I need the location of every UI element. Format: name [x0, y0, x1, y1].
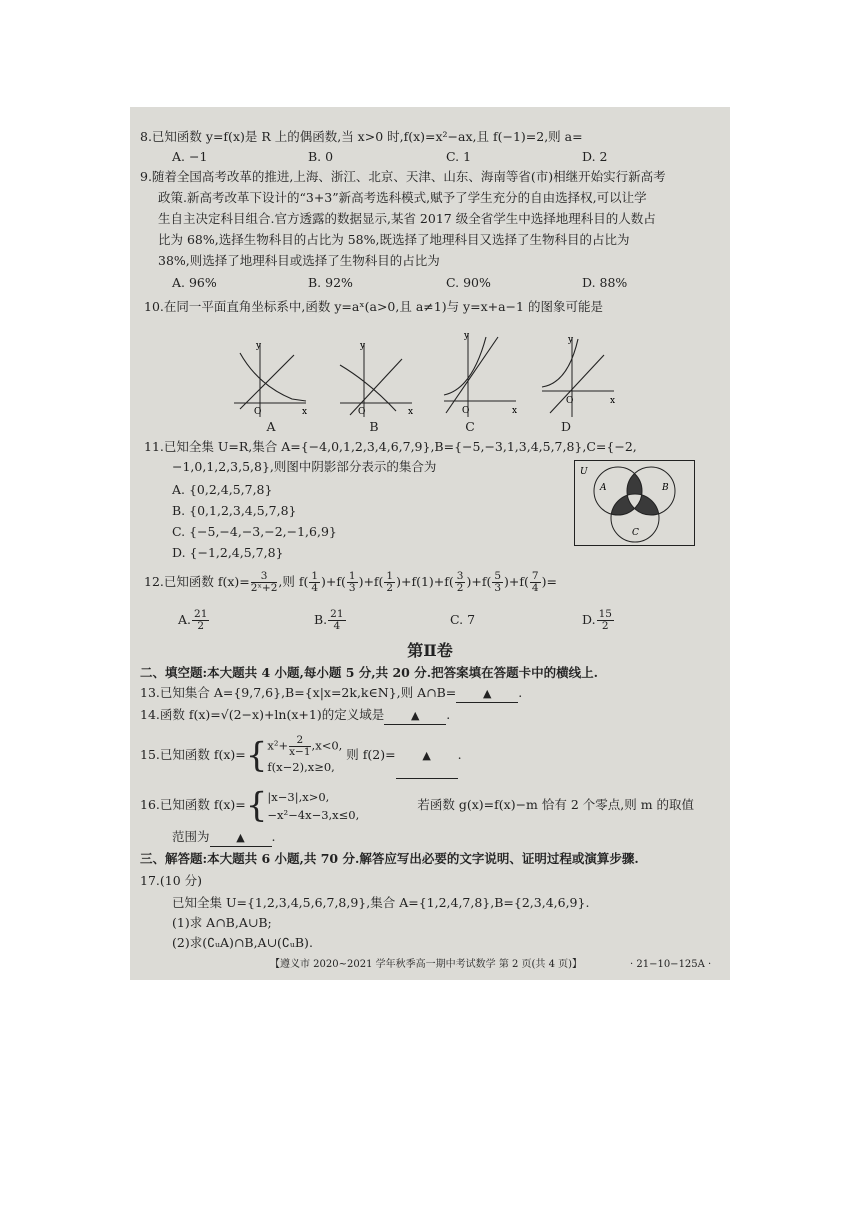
graph-c-origin: O [462, 406, 470, 416]
q10-label-d: D [560, 419, 572, 434]
q17-part-2: (2)求(∁ᵤA)∩B,A∪(∁ᵤB). [172, 935, 313, 950]
q9-option-b: B. 92% [308, 275, 353, 290]
footer-title: 【遵义市 2020~2021 学年秋季高一期中考试数学 第 2 页(共 4 页)】 [270, 959, 583, 970]
q16-stem: 16.已知函数 f(x)={ |x−3|,x>0, −x²−4x−3,x≤0, 若函数 g(x)=f(x)−m 恰有 2 个零点,则 m 的取值 [140, 785, 695, 826]
q9-line-4: 比为 68%,选择生物科目的占比为 58%,既选择了地理科目又选择了生物科目的占比为 [158, 232, 630, 247]
graph-b-origin: O [358, 407, 366, 417]
footer-code: · 21−10−125A · [630, 959, 712, 970]
graph-c-y-label: y [464, 331, 470, 341]
q14-stem: 14.函数 f(x)=√(2−x)+ln(x+1)的定义域是 ▲ . [140, 707, 450, 725]
q11-line-2: −1,0,1,2,3,5,8},则图中阴影部分表示的集合为 [172, 459, 437, 474]
q9-line-2: 政策.新高考改革下设计的“3+3”新高考选科模式,赋予了学生充分的自由选择权,可以让学 [158, 190, 647, 205]
venn-label-c: C [632, 528, 639, 538]
q8-option-b: B. 0 [308, 149, 334, 164]
q9-line-5: 38%,则选择了地理科目或选择了生物科目的占比为 [158, 253, 440, 268]
q13-answer-blank: ▲ [456, 686, 518, 703]
venn-label-a: A [600, 483, 607, 493]
graph-b-x-label: x [408, 407, 414, 417]
q16-line-2: 范围为 ▲ . [172, 829, 276, 847]
venn-label-u: U [580, 467, 588, 477]
part-ii-title: 第Ⅱ卷 [407, 641, 453, 660]
section-3-heading: 三、解答题:本大题共 6 小题,共 70 分.解答应写出必要的文字说明、证明过程或演算步骤. [140, 851, 639, 866]
q12-option-d: D. $\frac{15}{2}$ [582, 608, 612, 632]
q10-graph-c [440, 329, 522, 419]
q10-stem: 10.在同一平面直角坐标系中,函数 y=aˣ(a>0,且 a≠1)与 y=x+a−1 的图象可能是 [144, 299, 603, 314]
q15-stem: 15.已知函数 f(x)={ x²+ $\frac{2}{x-1}$ ,x<0, f(x−2),x≥0, 则 f(2)= ▲ . [140, 733, 462, 779]
q12-stem: 12.已知函数 f(x)= $\frac{3}{\text{2ˣ+2}}$ ,则 f( $\frac{1}{4}$ )+f( $\frac{1}{3}$ )+f( $\frac{1}{2}$ )+f(1)+f( $\frac{3}{2}$ )+f( $\frac{5}{3}$ )+f( $\frac{7}{4}$ )= [144, 570, 557, 594]
q8-option-c: C. 1 [446, 149, 472, 164]
q10-graph-a [230, 339, 312, 419]
exam-page-photo [130, 107, 730, 980]
graph-b-y-label: y [360, 341, 366, 351]
q9-option-a: A. 96% [172, 275, 217, 290]
q11-venn-diagram [574, 460, 695, 546]
q11-option-c: C. {−5,−4,−3,−2,−1,6,9} [172, 524, 337, 539]
q8-option-a: A. −1 [172, 149, 208, 164]
q12-option-c: C. 7 [450, 612, 476, 627]
graph-d-origin: O [566, 396, 574, 406]
graph-a-x-label: x [302, 407, 308, 417]
q12-option-b: B. $\frac{21}{4}$ [314, 608, 344, 632]
graph-d-y-label: y [568, 335, 574, 345]
venn-label-b: B [662, 483, 669, 493]
q13-stem: 13.已知集合 A={9,7,6},B={x|x=2k,k∈N},则 A∩B= ▲ . [140, 685, 522, 703]
section-2-heading: 二、填空题:本大题共 4 小题,每小题 5 分,共 20 分.把答案填在答题卡中的横线上. [140, 665, 598, 680]
q10-label-a: A [266, 419, 276, 434]
q8-stem: 8.已知函数 y=f(x)是 R 上的偶函数,当 x>0 时,f(x)=x²−ax,且 f(−1)=2,则 a= [140, 129, 583, 144]
q9-line-1: 9.随着全国高考改革的推进,上海、浙江、北京、天津、山东、海南等省(市)相继开始实行新高考 [140, 169, 666, 184]
q10-graph-d [538, 333, 620, 419]
graph-a-origin: O [254, 407, 262, 417]
q14-answer-blank: ▲ [384, 708, 446, 725]
q9-option-d: D. 88% [582, 275, 628, 290]
q10-label-b: B [369, 419, 379, 434]
q9-line-3: 生自主决定科目组合.官方透露的数据显示,某省 2017 级全省学生中选择地理科目的人数占 [158, 211, 656, 226]
q17-given: 已知全集 U={1,2,3,4,5,6,7,8,9},集合 A={1,2,4,7,8},B={2,3,4,6,9}. [172, 895, 590, 910]
q10-graph-b [336, 339, 418, 419]
q11-line-1: 11.已知全集 U=R,集合 A={−4,0,1,2,3,4,6,7,9},B={−5,−3,1,3,4,5,7,8},C={−2, [144, 439, 637, 454]
q12-option-a: A. $\frac{21}{2}$ [178, 608, 208, 632]
graph-a-y-label: y [256, 341, 262, 351]
q11-option-d: D. {−1,2,4,5,7,8} [172, 545, 284, 560]
q11-option-a: A. {0,2,4,5,7,8} [172, 482, 273, 497]
q17-part-1: (1)求 A∩B,A∪B; [172, 915, 272, 930]
graph-d-x-label: x [610, 396, 616, 406]
q10-label-c: C [465, 419, 475, 434]
graph-c-x-label: x [512, 406, 518, 416]
q15-answer-blank: ▲ [396, 734, 458, 779]
q11-option-b: B. {0,1,2,3,4,5,7,8} [172, 503, 297, 518]
q16-answer-blank: ▲ [210, 830, 272, 847]
q8-option-d: D. 2 [582, 149, 608, 164]
q17-heading: 17.(10 分) [140, 873, 203, 888]
q9-option-c: C. 90% [446, 275, 491, 290]
